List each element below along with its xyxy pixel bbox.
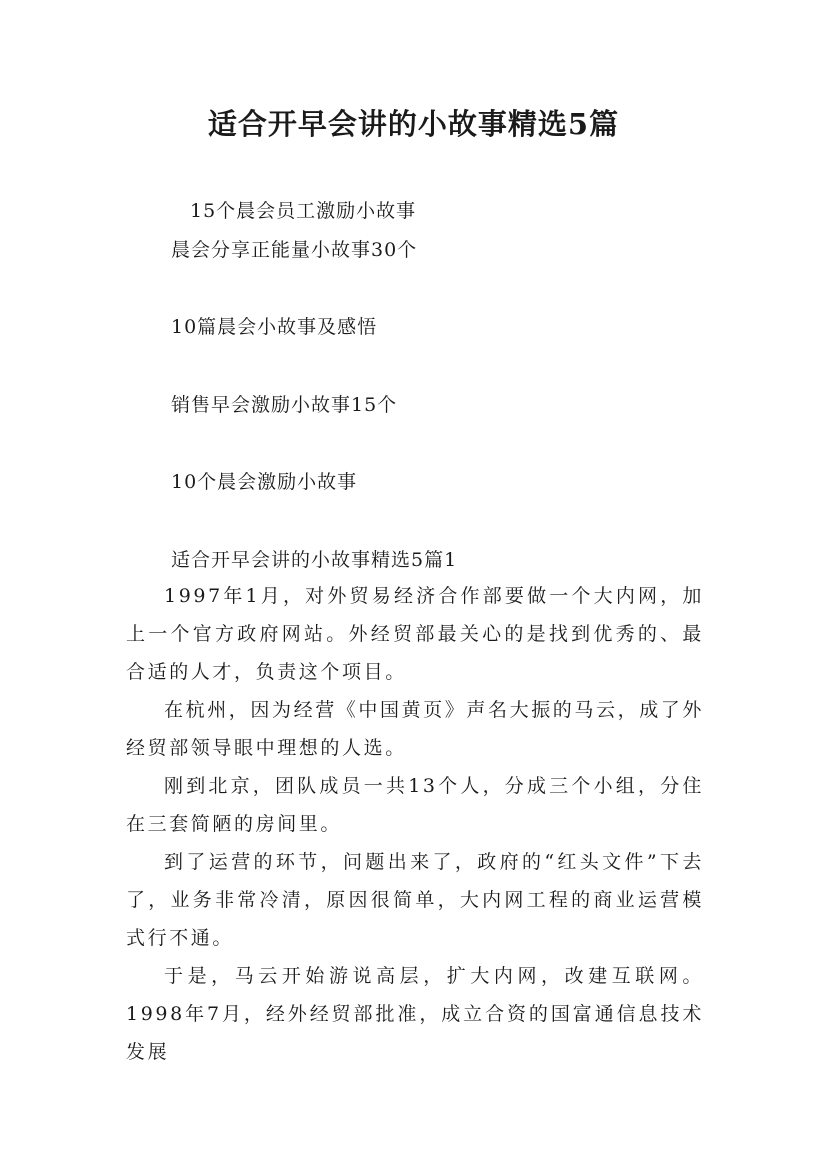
document-title: 适合开早会讲的小故事精选5篇 xyxy=(207,107,620,141)
toc-item: 15个晨会员工激励小故事 xyxy=(190,200,417,222)
body-text xyxy=(126,577,704,1071)
paragraph: 在杭州，因为经营《中国黄页》声名大振的马云，成了外经贸部领导眼中理想的人选。 xyxy=(126,699,705,759)
section-heading: 适合开早会讲的小故事精选5篇1 xyxy=(171,549,458,571)
toc-item: 销售早会激励小故事15个 xyxy=(171,394,398,416)
toc-item: 晨会分享正能量小故事30个 xyxy=(171,239,418,261)
paragraph: 刚到北京，团队成员一共13个人，分成三个小组，分住在三套简陋的房间里。 xyxy=(126,775,704,835)
paragraph: 于是，马云开始游说高层，扩大内网，改建互联网。1998年7月，经外经贸部批准，成立合资的国富通信息技术发展 xyxy=(126,965,704,1063)
toc-item: 10篇晨会小故事及感悟 xyxy=(171,316,378,338)
paragraph: 1997年1月，对外贸易经济合作部要做一个大内网，加上一个官方政府网站。外经贸部最关心的是找到优秀的、最合适的人才，负责这个项目。 xyxy=(126,585,704,683)
toc-item: 10个晨会激励小故事 xyxy=(171,471,358,493)
paragraph: 到了运营的环节，问题出来了，政府的“红头文件”下去了，业务非常冷清，原因很简单，大内网工程的商业运营模式行不通。 xyxy=(126,851,704,949)
